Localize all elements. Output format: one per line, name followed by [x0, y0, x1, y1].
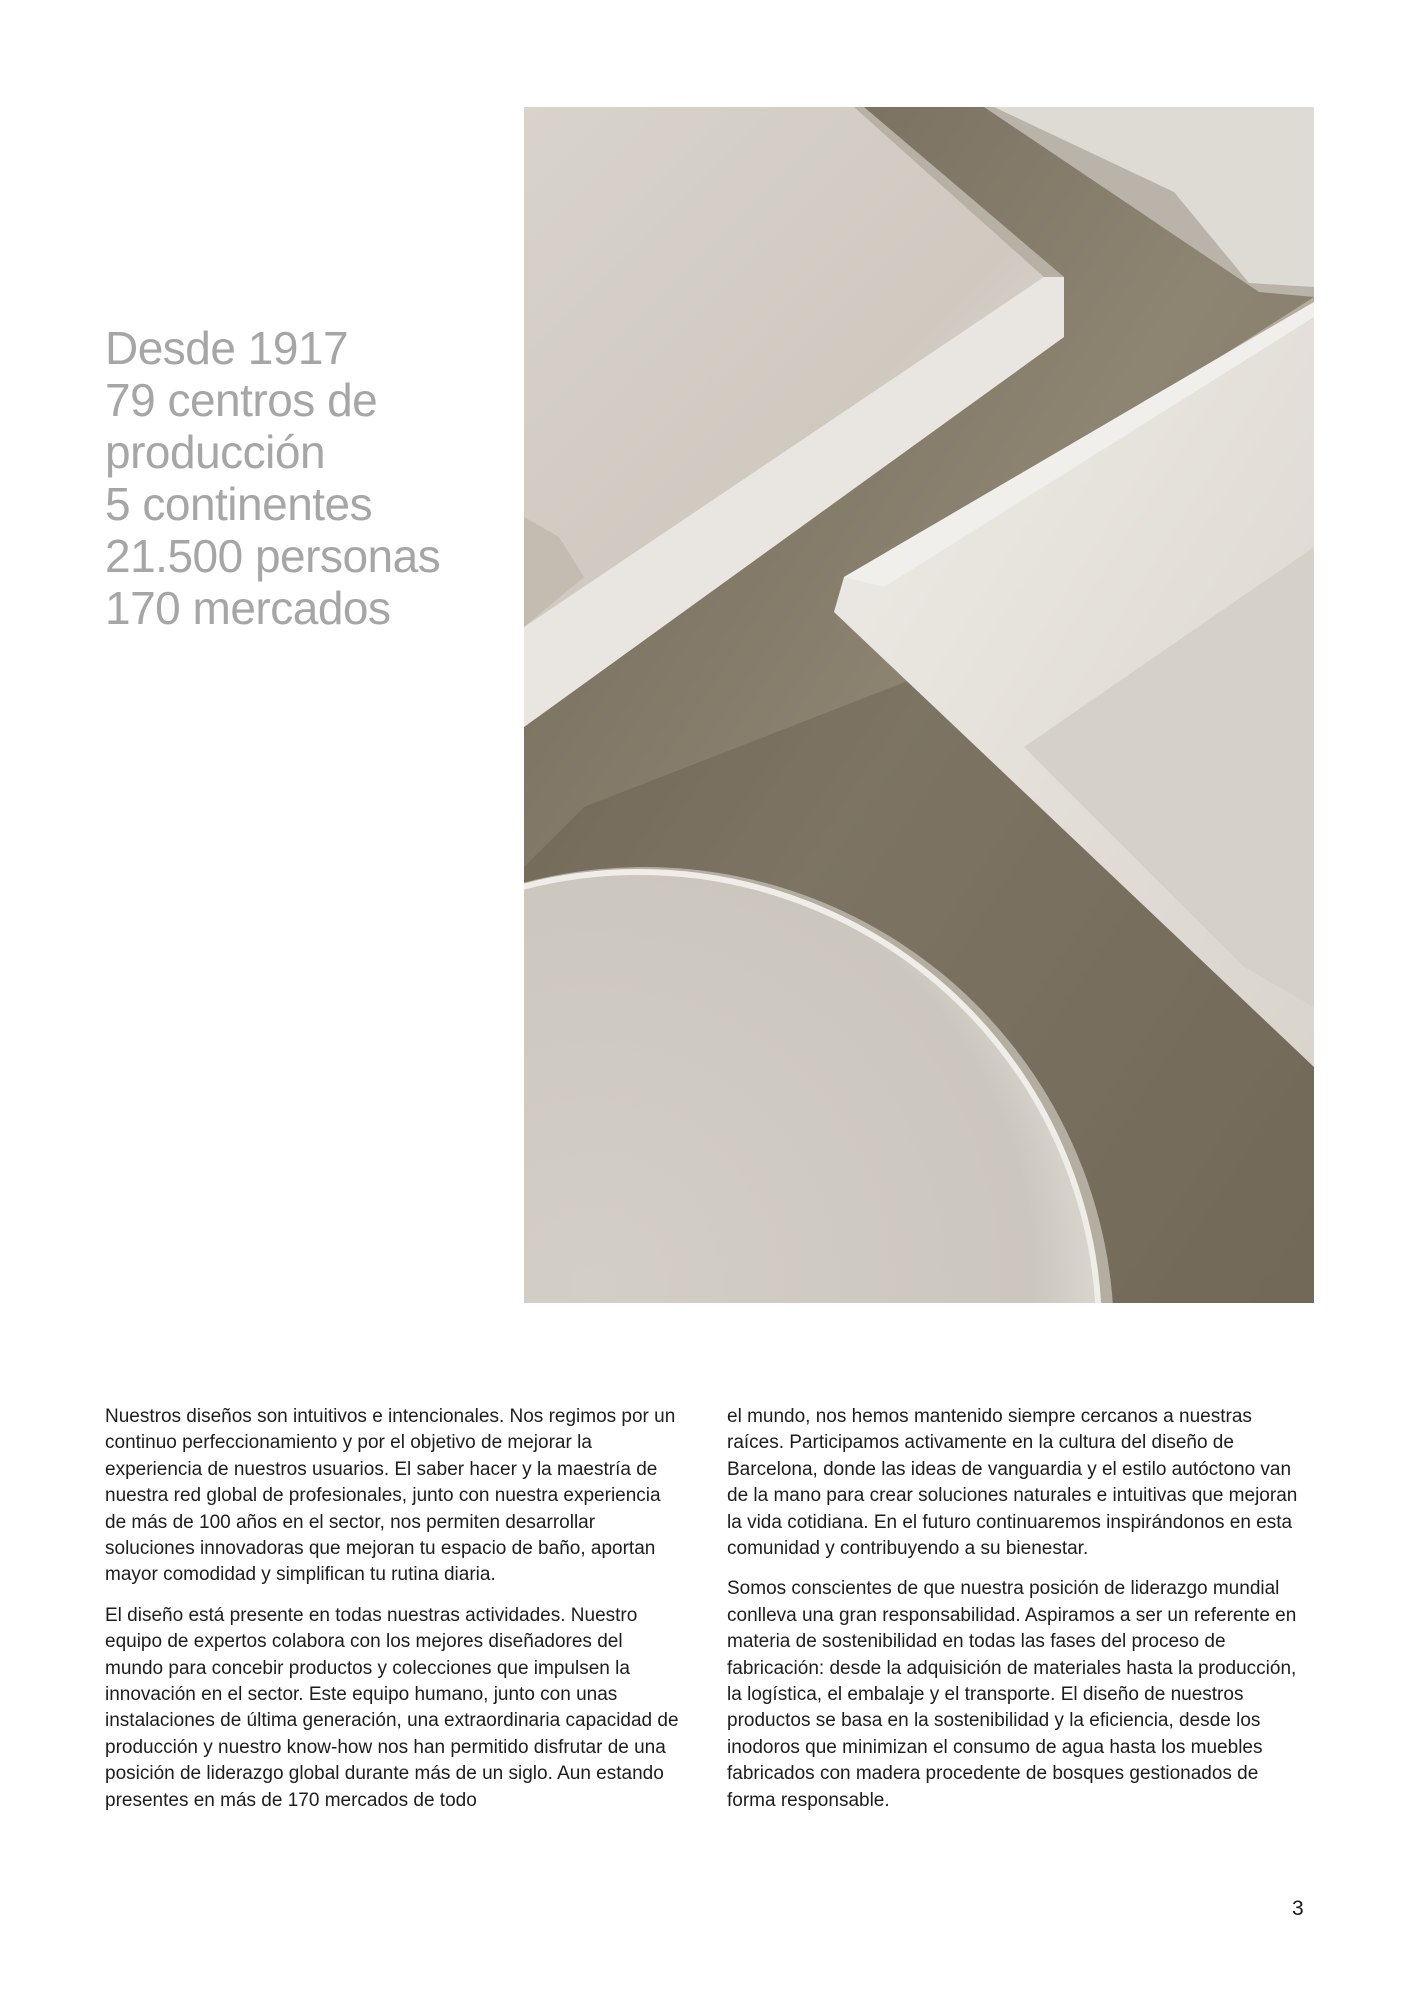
headline-line: producción	[105, 426, 326, 478]
headline-line: 170 mercados	[105, 582, 391, 634]
ceramic-basins-photo	[524, 107, 1314, 1303]
body-paragraph: el mundo, nos hemos mantenido siempre cercanos a nuestras raíces. Participamos activamente en la cultura del diseño de Barcelona, donde las ideas de vanguardia y el estilo autóctono van de la mano para crear soluciones naturales e intuitivas que mejoran la vida cotidiana. En el futuro continuaremos inspirándonos en esta comunidad y contribuyendo a su bienestar.	[727, 1406, 1298, 1560]
headline-stats	[105, 322, 505, 634]
headline-line: 79 centros de	[105, 374, 378, 426]
body-paragraph: El diseño está presente en todas nuestras actividades. Nuestro equipo de expertos colabora con los mejores diseñadores del mundo para concebir productos y colecciones que impulsen la innovación en el sector. Este equipo humano, junto con unas instalaciones de última generación, una extraordinaria capacidad de producción y nuestro know-how nos han permitido disfrutar de una posición de liderazgo global durante más de un siglo. Aun estando presentes en más de 170 mercados de todo	[105, 1604, 679, 1811]
headline-line: Desde 1917	[105, 322, 349, 374]
body-paragraph: Nuestros diseños son intuitivos e intencionales. Nos regimos por un continuo perfeccionamiento y por el objetivo de mejorar la experiencia de nuestros usuarios. El saber hacer y la maestría de nuestra red global de profesionales, junto con nuestra experiencia de más de 100 años en el sector, nos permiten desarrollar soluciones innovadoras que mejoran tu espacio de baño, aportan mayor comodidad y simplifican tu rutina diaria.	[105, 1406, 676, 1586]
body-left-column	[105, 1404, 685, 1828]
headline-line: 21.500 personas	[105, 530, 441, 582]
body-paragraph: Somos conscientes de que nuestra posición de liderazgo mundial conlleva una gran responsabilidad. Aspiramos a ser un referente en materia de sostenibilidad en todas las fases del proceso de fabricación: desde la adquisición de materiales hasta la producción, la logística, el embalaje y el transporte. El diseño de nuestros productos se basa en la sostenibilidad y la eficiencia, desde los inodoros que minimizan el consumo de agua hasta los muebles fabricados con madera procedente de bosques gestionados de forma responsable.	[727, 1578, 1297, 1811]
headline-line: 5 continentes	[105, 478, 373, 530]
page-number: 3	[1292, 1897, 1304, 1920]
body-right-column	[727, 1404, 1307, 1828]
